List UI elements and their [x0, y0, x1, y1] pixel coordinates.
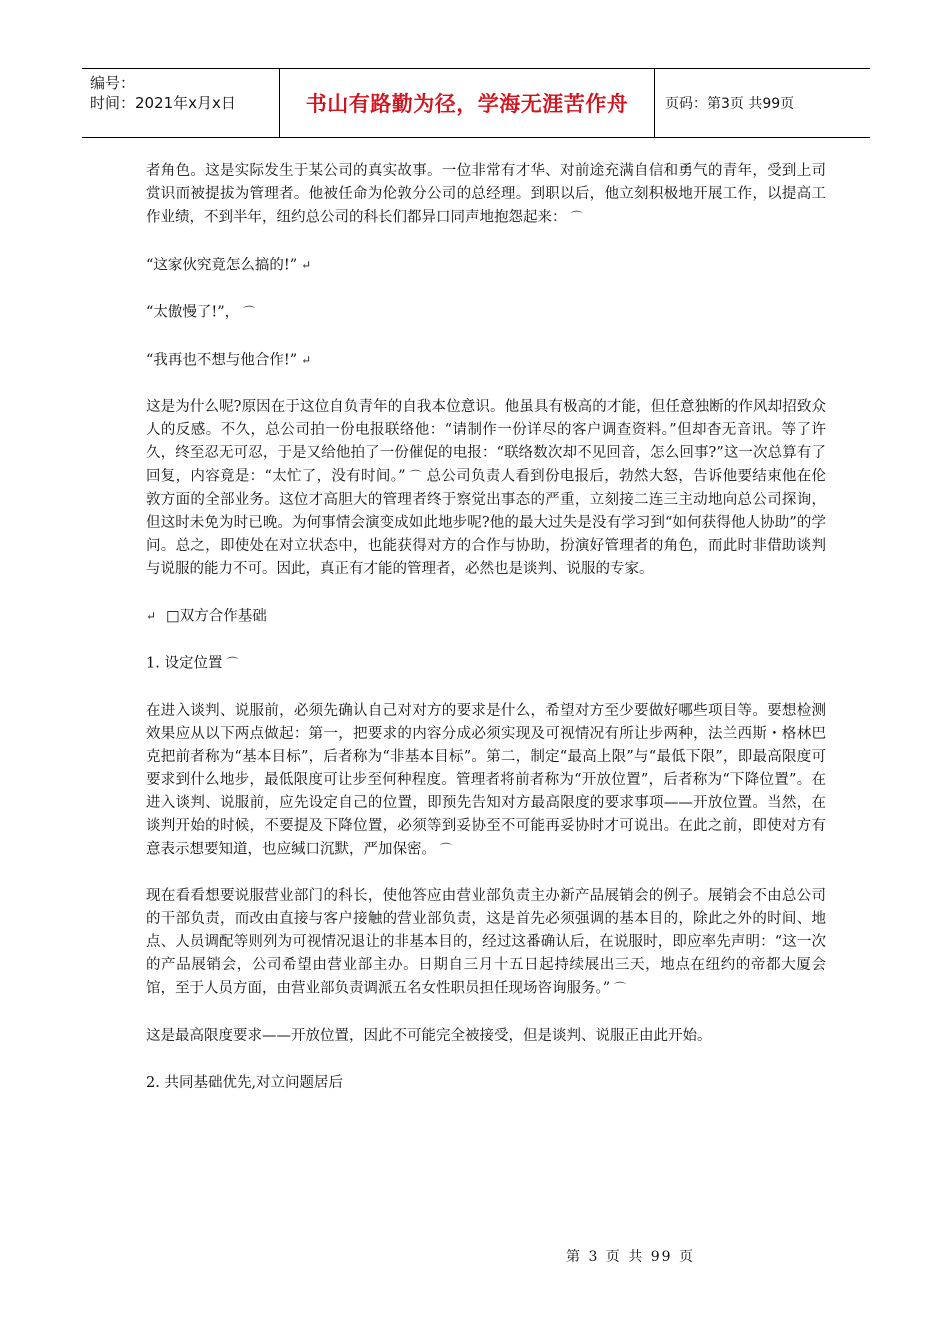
list-item-2: 2. 共同基础优先,对立问题居后 — [146, 1074, 344, 1091]
paragraph-mark-icon: ⌒ — [440, 841, 453, 856]
quote-1: “这家伙究竟怎么搞的!” ↵ — [146, 254, 826, 278]
header-motto: 书山有路勤为径，学海无涯苦作舟 — [280, 69, 655, 137]
quote-3: “我再也不想与他合作!” ↵ — [146, 349, 826, 373]
quote-2: “太傲慢了!”， ⌒ — [146, 301, 826, 325]
section-heading: ↵ □双方合作基础 — [146, 605, 826, 629]
paragraph-example: 现在看看想要说服营业部门的科长，使他答应由营业部负责主办新产品展销会的例子。展销会不由总公司的干部负责，而改由直接与客户接触的营业部负责，这是首先必须强调的基本目的，除此之外的时间、地点、人员调配等则列为可视情况退让的非基本目的，经过这番确认后，在说服时，即应率先声明：“这一次的产品展销会，公司希望由营业部主办。日期自三月十五日起持续展出三天，地点在纽约的帝都大厦会馆，至于人员方面，由营业部负责调派五名女性职员担任现场咨询服务。” ⌒ — [146, 885, 826, 1001]
document-body — [146, 160, 826, 1095]
page-header — [82, 68, 870, 138]
paragraph-mark-icon: ⌒ — [570, 210, 583, 224]
paragraph-conclusion: 这是最高限度要求——开放位置，因此不可能完全被接受，但是谈判、说服正由此开始。 — [146, 1027, 712, 1044]
doc-date-label: 时间：2021年x月x日 — [90, 94, 236, 112]
paragraph-mark-icon: ⌒ — [243, 305, 256, 319]
header-page-code: 页码：第3页 共99页 — [665, 96, 795, 112]
paragraph-story: 这是为什么呢?原因在于这位自负青年的自我本位意识。他虽具有极高的才能，但任意独断的作风却招致众人的反感。不久，总公司拍一份电报联络他：“请制作一份详尽的客户调查资料。”但却杳无音讯。等了许久，终至忍无可忍，于是又给他拍了一份催促的电报：“联络数次却不见回音，怎么回事?”这一次总算有了回复，内容竟是：“太忙了，没有时间。” ⌒ 总公司负责人看到份电报后，勃然大怒，告诉他要结束他在伦敦方面的全部业务。这位才高胆大的管理者终于察觉出事态的严重，立刻接二连三主动地向总公司探询，但这时未免为时已晚。为何事情会演变成如此地步呢?他的最大过失是没有学习到“如何获得他人协助”的学问。总之，即使处在对立状态中，也能获得对方的合作与协助，扮演好管理者的角色，而此时非借助谈判与说服的能力不可。因此，真正有才能的管理者，必然也是谈判、说服的专家。 — [146, 399, 827, 577]
line-break-icon: ↵ — [146, 608, 157, 623]
list-item-1: 1. 设定位置 ⌒ — [146, 652, 826, 676]
line-break-icon: ↵ — [301, 257, 312, 272]
paragraph-positions: 在进入谈判、说服前，必须先确认自己对对方的要求是什么，希望对方至少要做好哪些项目等。要想检测效果应从以下两点做起：第一，把要求的内容分成必须实现及可视情况有所让步两种，法兰西斯・格林巴克把前者称为“基本目标”，后者称为“非基本目标”。第二，制定“最高上限”与“最低下限”，即最高限度可要求到什么地步，最低限度可让步至何种程度。管理者将前者称为“开放位置”，后者称为“下降位置”。在进入谈判、说服前，应先设定自己的位置，即预先告知对方最高限度的要求事项——开放位置。当然，在谈判开始的时候，不要提及下降位置，必须等到妥协至不可能再妥协时才可说出。在此之前，即使对方有意表示想要知道，也应缄口沉默，严加保密。 ⌒ — [146, 700, 826, 862]
header-meta — [82, 69, 280, 137]
paragraph-mark-icon: ⌒ — [409, 469, 422, 483]
paragraph-intro: 者角色。这是实际发生于某公司的真实故事。一位非常有才华、对前途充满自信和勇气的青年，受到上司赏识而被提拔为管理者。他被任命为伦敦分公司的总经理。到职以后，他立刻积极地开展工作，以提高工作业绩，不到半年，纽约总公司的科长们都异口同声地抱怨起来： ⌒ — [146, 160, 826, 230]
line-break-icon: ↵ — [301, 352, 312, 367]
paragraph-mark-icon: ⌒ — [226, 656, 239, 670]
paragraph-mark-icon: ⌒ — [614, 981, 627, 995]
doc-number-label: 编号： — [90, 74, 136, 92]
page-footer: 第 3 页 共 99 页 — [566, 1249, 695, 1265]
